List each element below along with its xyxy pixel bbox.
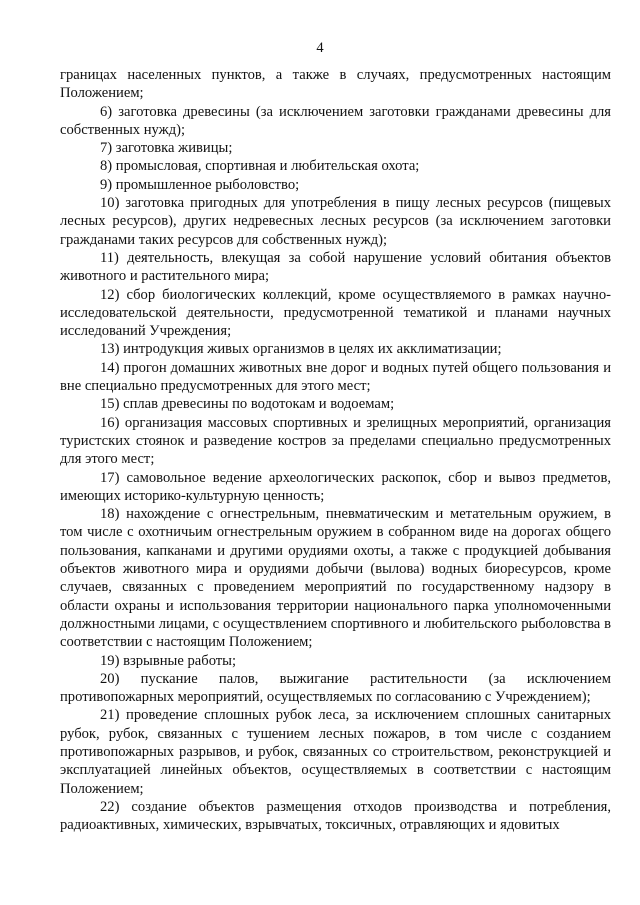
paragraph-item-7: 7) заготовка живицы; — [100, 140, 233, 157]
paragraph-item-20: 20) пускание палов, выжигание растительности (за исключением противопожарных мероприятий, осуществляемых по согласованию с Учреждением); — [60, 670, 611, 706]
paragraph-item-22: 22) создание объектов размещения отходов производства и потребления, радиоактивных, химических, взрывчатых, токсичных, отравляющих и ядовитых — [60, 798, 611, 834]
paragraph-item-17: 17) самовольное ведение археологических раскопок, сбор и вывоз предметов, имеющих историко-культурную ценность; — [60, 469, 611, 504]
paragraph-item-19: 19) взрывные работы; — [100, 652, 237, 669]
paragraph-item-6: 6) заготовка древесины (за исключением заготовки гражданами древесины для собственных нужд); — [60, 103, 611, 138]
paragraph-item-13: 13) интродукция живых организмов в целях их акклиматизации; — [100, 341, 502, 358]
paragraph-item-18: 18) нахождение с огнестрельным, пневматическим и метательным оружием, в том числе с охотничьим огнестрельным оружием в собранном виде на дорогах общего пользования, капканами и другими орудиями охоты, а также с продукцией добывания объектов животного мира и орудиями добычи (вылова) водных биоресурсов, кроме случаев, связанных с проведением мероприятий по государственному надзору в области охраны и использования территории национального парка уполномоченными должностными лицами, с осуществлением спортивного и любительского рыболовства в соответствии с настоящим Положением; — [60, 506, 611, 651]
paragraph-item-11: 11) деятельность, влекущая за собой нарушение условий обитания объектов животного и растительного мира; — [60, 249, 611, 285]
paragraph-item-21: 21) проведение сплошных рубок леса, за исключением сплошных санитарных рубок, рубок, связанных с тушением лесных пожаров, в том числе с созданием противопожарных разрывов, и рубок, связанных со строительством, реконструкцией и эксплуатацией линейных объектов, осуществляемых в соответствии с настоящим Положением; — [60, 707, 611, 797]
paragraph-item-8: 8) промысловая, спортивная и любительская охота; — [100, 158, 420, 175]
paragraph-continuation: границах населенных пунктов, а также в случаях, предусмотренных настоящим Положением; — [60, 67, 611, 102]
body-text — [60, 66, 611, 834]
paragraph-item-15: 15) сплав древесины по водотокам и водоемам; — [100, 396, 395, 413]
paragraph-item-16: 16) организация массовых спортивных и зрелищных мероприятий, организация туристских стоянок и разведение костров за пределами специально предусмотренных для этого мест; — [60, 414, 611, 468]
paragraph-item-10: 10) заготовка пригодных для употребления в пищу лесных ресурсов (пищевых лесных ресурсов), других недревесных лесных ресурсов (за исключением заготовки гражданами таких ресурсов для собственных нужд); — [60, 195, 611, 248]
paragraph-item-14: 14) прогон домашних животных вне дорог и водных путей общего пользования и вне специально предусмотренных для этого мест; — [60, 359, 611, 395]
paragraph-item-9: 9) промышленное рыболовство; — [100, 176, 300, 193]
paragraph-item-12: 12) сбор биологических коллекций, кроме осуществляемого в рамках научно-исследовательской деятельности, предусмотренной тематикой и планами научных исследований Учреждения; — [60, 286, 611, 340]
page-number: 4 — [316, 40, 324, 56]
